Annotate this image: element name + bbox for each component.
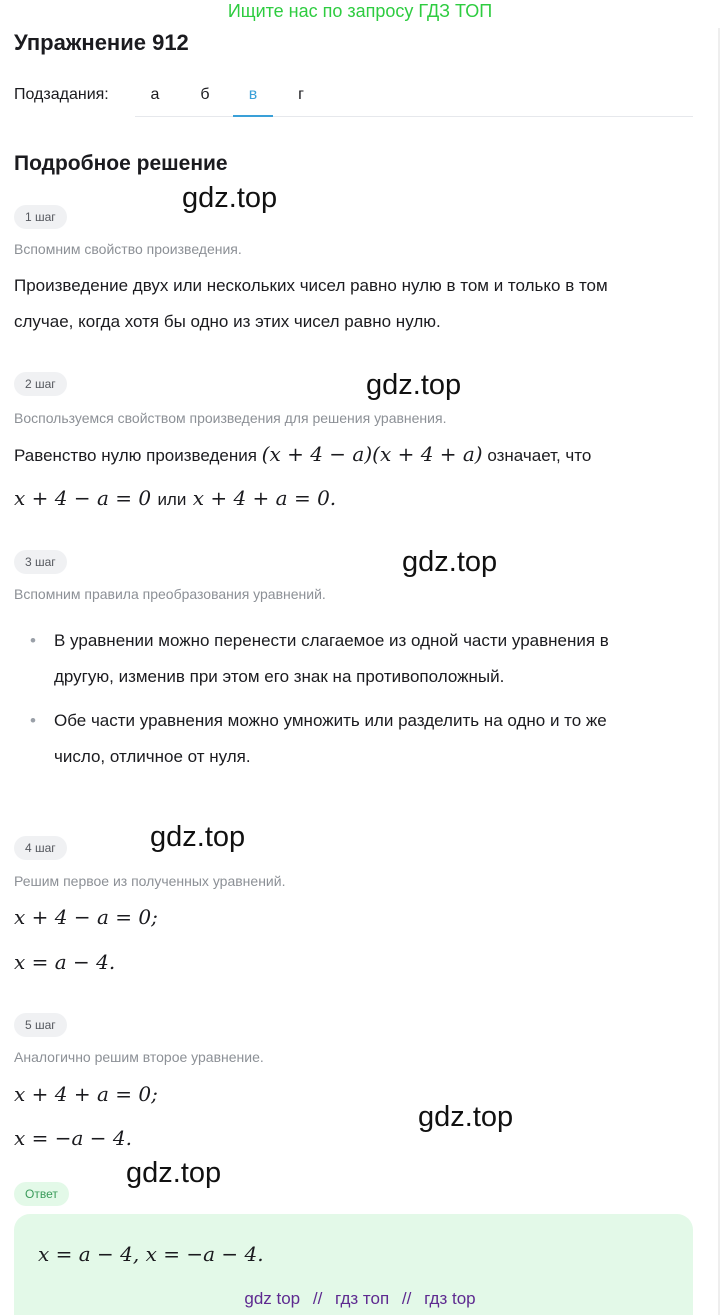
bullet-dot: • [30,631,36,650]
step-1-line-2: случае, когда хотя бы одно из этих чисел равно нулю. [14,312,441,331]
page-title: Упражнение 912 [14,30,189,55]
step-3-bullet-2-line-1: Обе части уравнения можно умножить или разделить на одно и то же [54,711,607,730]
answer-badge: Ответ [14,1182,69,1206]
step-1-text [14,268,694,340]
footer-separator: // [312,1289,323,1308]
step-5-badge: 5 шаг [14,1013,67,1037]
tab-a[interactable]: а [150,86,160,103]
step-2-hint: Воспользуемся свойством произведения для решения уравнения. [14,410,447,426]
step-3-badge: 3 шаг [14,550,67,574]
step-4-hint: Решим первое из полученных уравнений. [14,873,286,889]
step-2-text-after: означает, что [487,446,592,465]
footer-separator: // [401,1289,412,1308]
step-1-badge: 1 шаг [14,205,67,229]
subtasks-label: Подзадания: [14,86,109,103]
step-3-bullet-1-line-1: В уравнении можно перенести слагаемое из одной части уравнения в [54,631,609,650]
step-4-badge: 4 шаг [14,836,67,860]
step-2-text-before: Равенство нулю произведения [14,446,257,465]
step-1-hint: Вспомним свойство произведения. [14,241,242,257]
step-2-badge: 2 шаг [14,372,67,396]
step-1-line-1: Произведение двух или нескольких чисел равно нулю в том и только в том [14,276,608,295]
tab-v[interactable]: в [233,74,273,117]
promo-banner: Ищите нас по запросу ГДЗ ТОП [227,1,493,21]
watermark: gdz.top [182,182,278,214]
step-4-eq-2: x = a − 4. [14,950,116,974]
bullet-dot: • [30,711,36,730]
tab-b[interactable]: б [200,86,210,103]
step-5-hint: Аналогично решим второе уравнение. [14,1049,264,1065]
step-2-eq-2: x + 4 + a = 0. [192,486,337,510]
footer-link-gdz-top-mixed[interactable]: гдз top [424,1289,476,1308]
watermark: gdz.top [418,1101,514,1133]
watermark: gdz.top [366,369,462,401]
section-title: Подробное решение [14,152,228,175]
step-4-eq-1: x + 4 − a = 0; [14,905,158,929]
footer-links [0,1289,720,1309]
answer-value: x = a − 4, x = −a − 4. [38,1242,264,1266]
step-2-eq-1: x + 4 − a = 0 [14,486,152,510]
footer-link-gdz-top[interactable]: gdz top [244,1289,301,1308]
step-5-eq-1: x + 4 + a = 0; [14,1082,158,1106]
step-3-bullet-2 [30,703,690,775]
watermark: gdz.top [126,1157,222,1189]
step-3-bullet-1 [30,623,690,695]
step-2-or: или [157,490,187,509]
step-2-text [14,436,694,474]
step-3-hint: Вспомним правила преобразования уравнений. [14,586,326,602]
footer-link-gdz-top-ru[interactable]: гдз топ [335,1289,390,1308]
step-3-bullet-2-line-2: число, отличное от нуля. [54,747,251,766]
watermark: gdz.top [402,546,498,578]
step-2-expression: (x + 4 − a)(x + 4 + a) [261,442,483,466]
step-5-eq-2: x = −a − 4. [14,1126,132,1150]
step-3-bullet-1-line-2: другую, изменив при этом его знак на противоположный. [54,667,505,686]
watermark: gdz.top [150,821,246,853]
subtask-tabs [135,74,693,117]
step-2-equations [14,486,336,510]
tab-g[interactable]: г [298,86,304,103]
